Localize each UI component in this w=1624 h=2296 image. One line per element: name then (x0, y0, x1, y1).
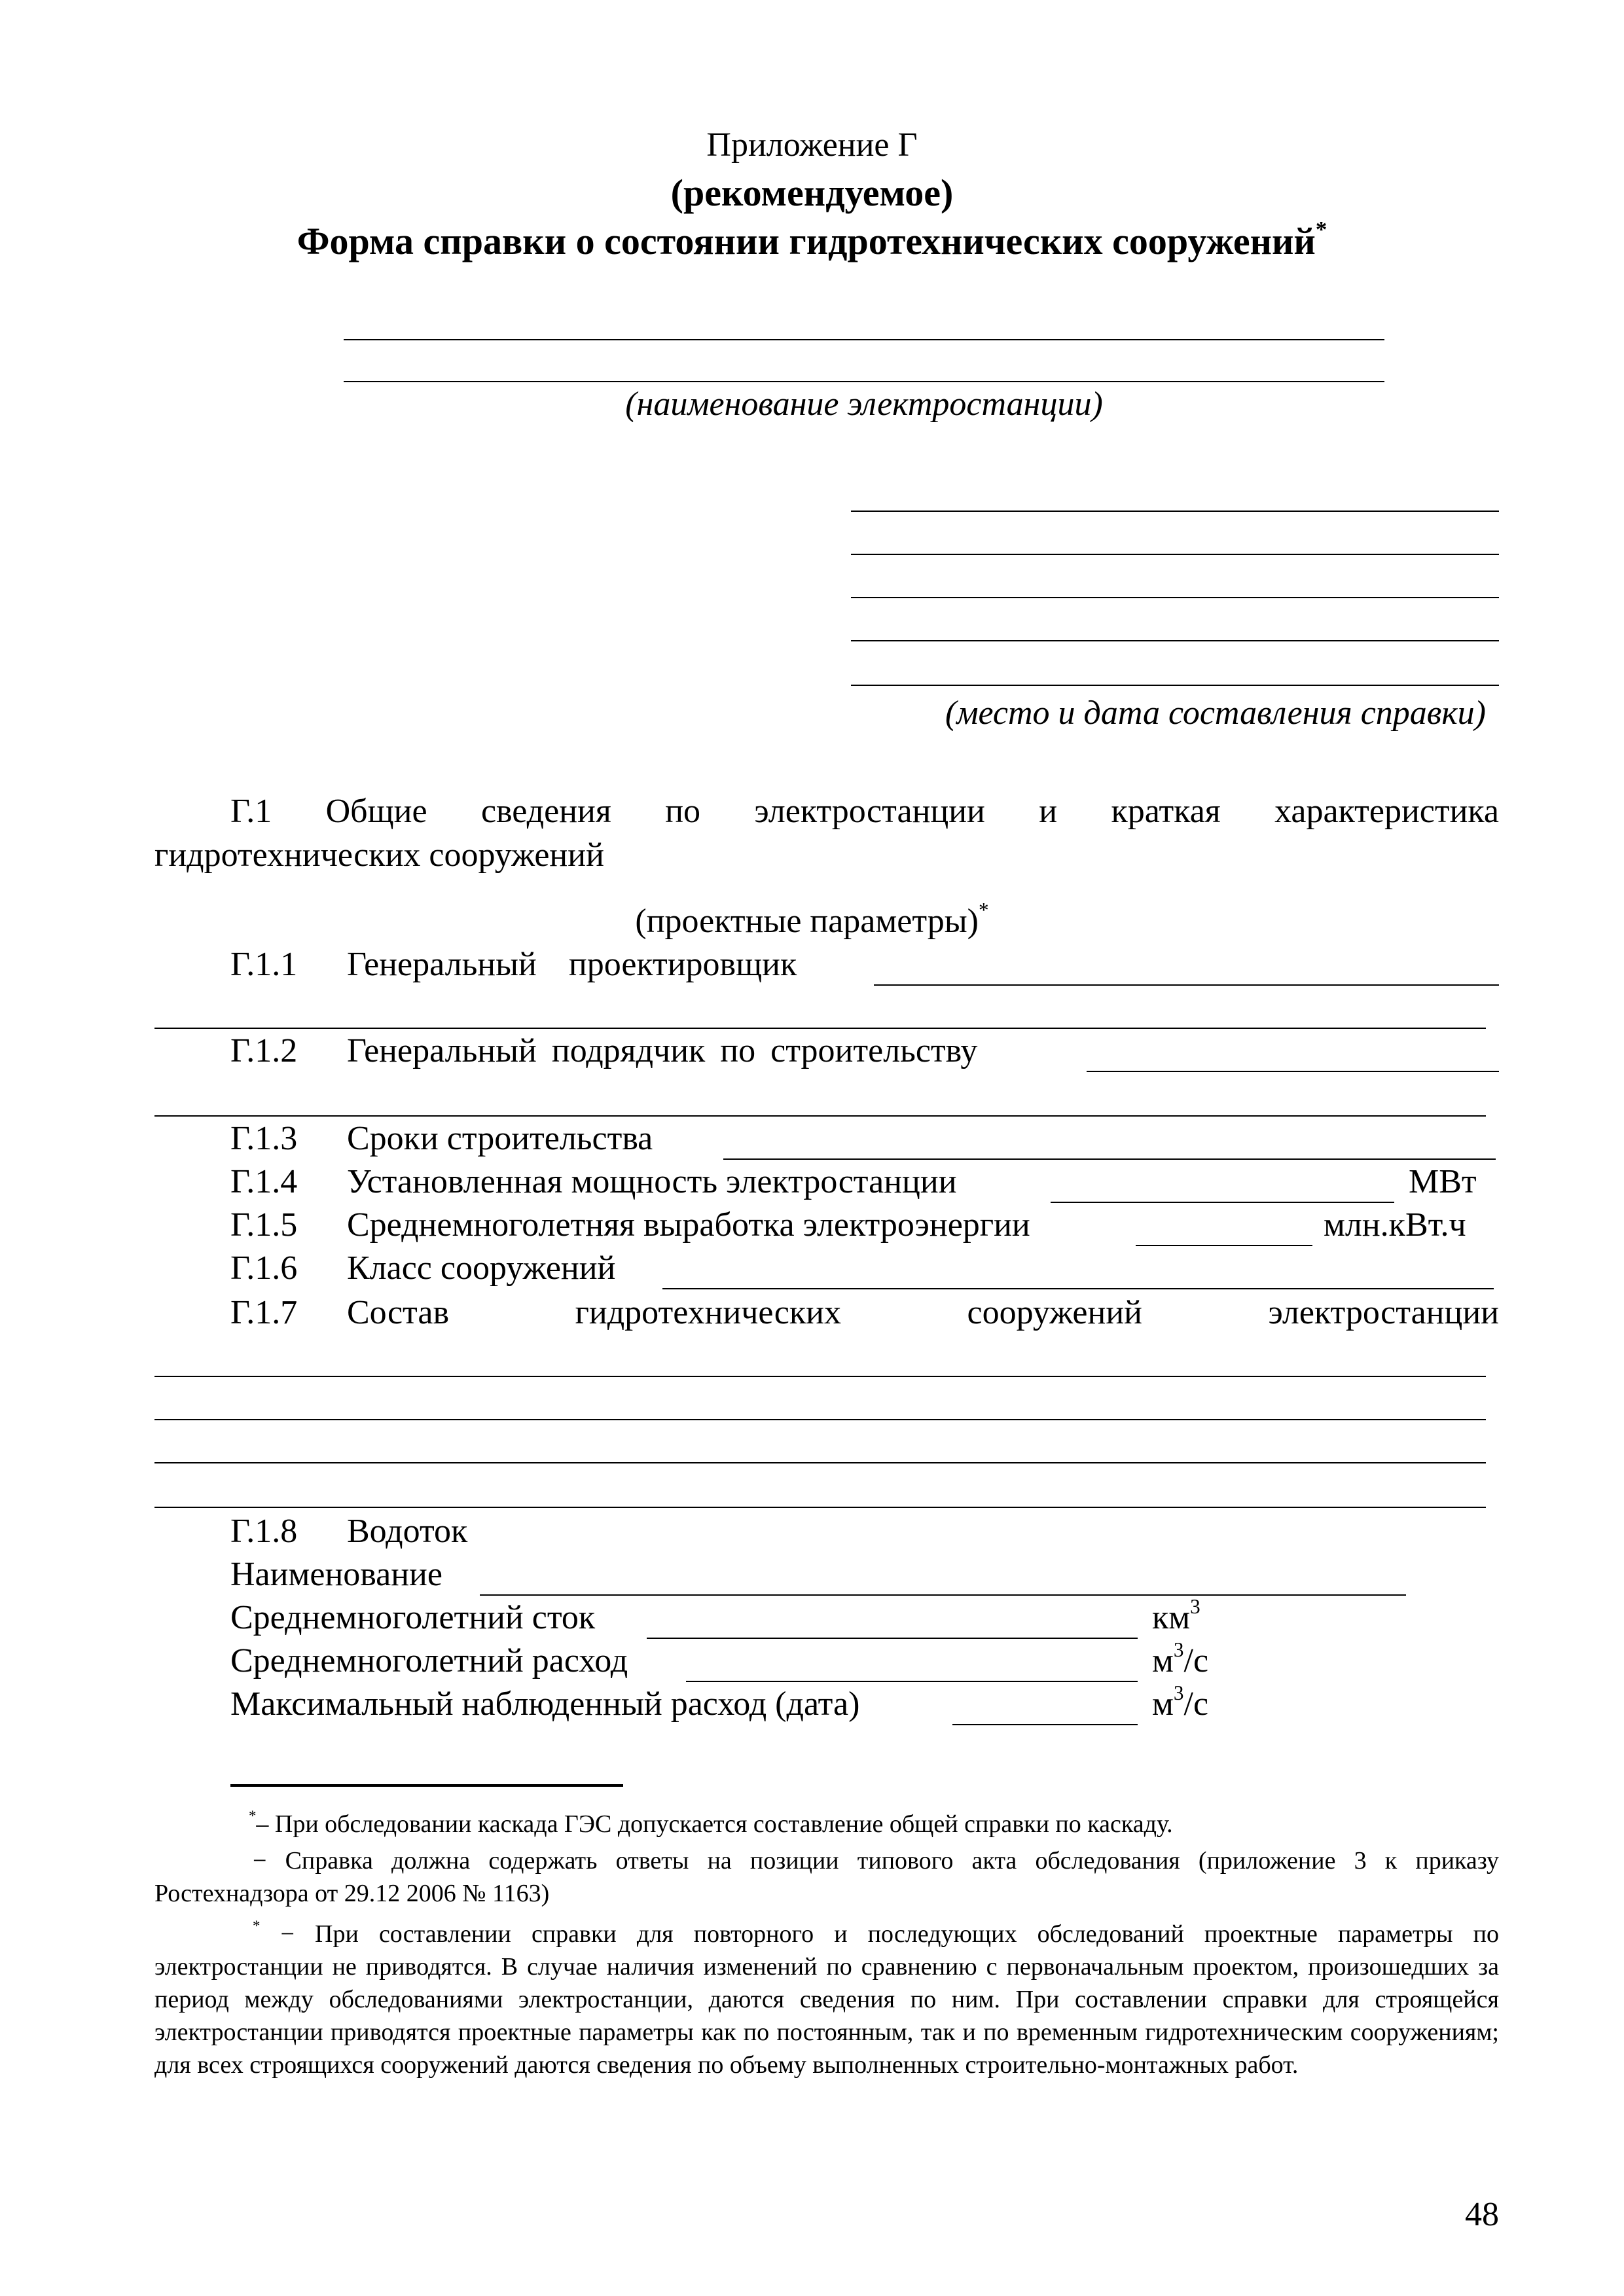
place-date-line-3[interactable] (851, 597, 1499, 598)
station-name-line-2[interactable] (344, 381, 1384, 382)
structure-class-field[interactable] (662, 1288, 1494, 1289)
flow-unit-pre: м (1152, 1642, 1174, 1679)
item-g115-number: Г.1.5 (230, 1206, 298, 1244)
place-date-line-1[interactable] (851, 511, 1499, 512)
subheading-footnote-mark: * (979, 899, 989, 922)
footnote-3-text: − При составлении справки для повторного и последующих обследований проектные параметры по электростанции не приводятся. В случае наличия изменений по сравнению с первоначальным проектом, произошедших за период между обследованиями электростанции, даются сведения по ним. При составлении справки для строящейся электростанции приводятся проектные параметры как по постоянным, так и по временным гидротехническим сооружениям; для всех строящихся сооружений даются сведения по объему выполненных строительно-монтажных работ. (154, 1920, 1499, 2079)
general-designer-field[interactable] (874, 984, 1499, 986)
structures-composition-line-3[interactable] (154, 1462, 1486, 1463)
avg-runoff-label: Среднемноголетний сток (230, 1599, 596, 1636)
footnote-3-mark: * (253, 1917, 261, 1934)
avg-flow-label: Среднемноголетний расход (230, 1642, 628, 1679)
footnote-3 (154, 1918, 1499, 2081)
item-g115-label: Среднемноголетняя выработка электроэнергии (347, 1206, 1030, 1244)
item-g118-label: Водоток (347, 1513, 468, 1550)
title-text: Форма справки о состоянии гидротехнических сооружений (297, 220, 1316, 262)
max-unit-sup: 3 (1173, 1681, 1184, 1704)
flow-unit-sup: 3 (1173, 1638, 1184, 1661)
item-g112-label: Генеральный подрядчик по строительству (347, 1032, 978, 1069)
subheading-text: (проектные параметры) (635, 903, 979, 940)
item-g117-number: Г.1.7 (230, 1294, 298, 1331)
item-g113-number: Г.1.3 (230, 1120, 298, 1157)
installed-capacity-unit: МВт (1409, 1163, 1477, 1200)
item-g117-label: Состав гидротехнических сооружений электростанции (347, 1294, 1499, 1331)
footnote-2: − Справка должна содержать ответы на позиции типового акта обследования (приложение 3 к приказу Ростехнадзора от 29.12 2006 № 1163) (154, 1847, 1499, 1907)
max-flow-label: Максимальный наблюденный расход (дата) (230, 1685, 860, 1723)
appendix-label: Приложение Г (706, 126, 918, 164)
footnote-1-mark: * (249, 1807, 257, 1824)
place-date-line-4[interactable] (851, 640, 1499, 641)
item-g112-number: Г.1.2 (230, 1032, 298, 1069)
max-unit-pre: м (1152, 1685, 1174, 1723)
avg-flow-unit (1152, 1638, 1209, 1681)
max-flow-field[interactable] (952, 1724, 1138, 1725)
max-unit-post: /с (1183, 1685, 1209, 1723)
page-title (0, 217, 1624, 263)
item-g118-number: Г.1.8 (230, 1513, 298, 1550)
station-name-line-1[interactable] (344, 339, 1384, 340)
watercourse-name-field[interactable] (480, 1594, 1406, 1596)
structures-composition-line-4[interactable] (154, 1507, 1486, 1508)
runoff-unit-text: км (1152, 1599, 1191, 1636)
station-name-caption: (наименование электростанции) (625, 386, 1103, 423)
place-date-line-5[interactable] (851, 685, 1499, 686)
runoff-unit-sup: 3 (1190, 1595, 1200, 1618)
item-g116-label: Класс сооружений (347, 1249, 616, 1287)
footnote-1-text: – При обследовании каскада ГЭС допускается составление общей справки по каскаду. (256, 1810, 1173, 1838)
max-flow-unit (1152, 1681, 1209, 1724)
flow-unit-post: /с (1183, 1642, 1209, 1679)
item-g111-label: Генеральный проектировщик (347, 946, 797, 983)
general-contractor-field-cont[interactable] (154, 1115, 1486, 1117)
title-footnote-mark: * (1315, 217, 1327, 243)
section-heading-line2: гидротехнических сооружений (154, 836, 604, 874)
page-number: 48 (1465, 2196, 1499, 2233)
item-g116-number: Г.1.6 (230, 1249, 298, 1287)
avg-runoff-field[interactable] (647, 1638, 1138, 1639)
footnote-1 (249, 1808, 1499, 1840)
avg-generation-field[interactable] (1136, 1245, 1312, 1246)
construction-period-field[interactable] (723, 1158, 1496, 1160)
recommended-label: (рекомендуемое) (670, 171, 954, 214)
avg-flow-field[interactable] (686, 1681, 1138, 1682)
general-designer-field-cont[interactable] (154, 1028, 1486, 1029)
item-g114-label: Установленная мощность электростанции (347, 1163, 957, 1200)
section-heading-line1: Г.1 Общие сведения по электростанции и краткая характеристика (230, 793, 1499, 830)
place-date-line-2[interactable] (851, 554, 1499, 555)
avg-runoff-unit (1152, 1595, 1200, 1638)
avg-generation-unit: млн.кВт.ч (1324, 1206, 1466, 1244)
footnote-separator (230, 1784, 623, 1787)
item-g114-number: Г.1.4 (230, 1163, 298, 1200)
item-g111-number: Г.1.1 (230, 946, 298, 983)
installed-capacity-field[interactable] (1051, 1202, 1394, 1203)
section-subheading (0, 899, 1624, 941)
general-contractor-field[interactable] (1087, 1071, 1499, 1072)
structures-composition-line-1[interactable] (154, 1376, 1486, 1377)
structures-composition-line-2[interactable] (154, 1419, 1486, 1420)
place-date-caption: (место и дата составления справки) (945, 694, 1486, 732)
watercourse-name-label: Наименование (230, 1556, 442, 1593)
item-g113-label: Сроки строительства (347, 1120, 653, 1157)
